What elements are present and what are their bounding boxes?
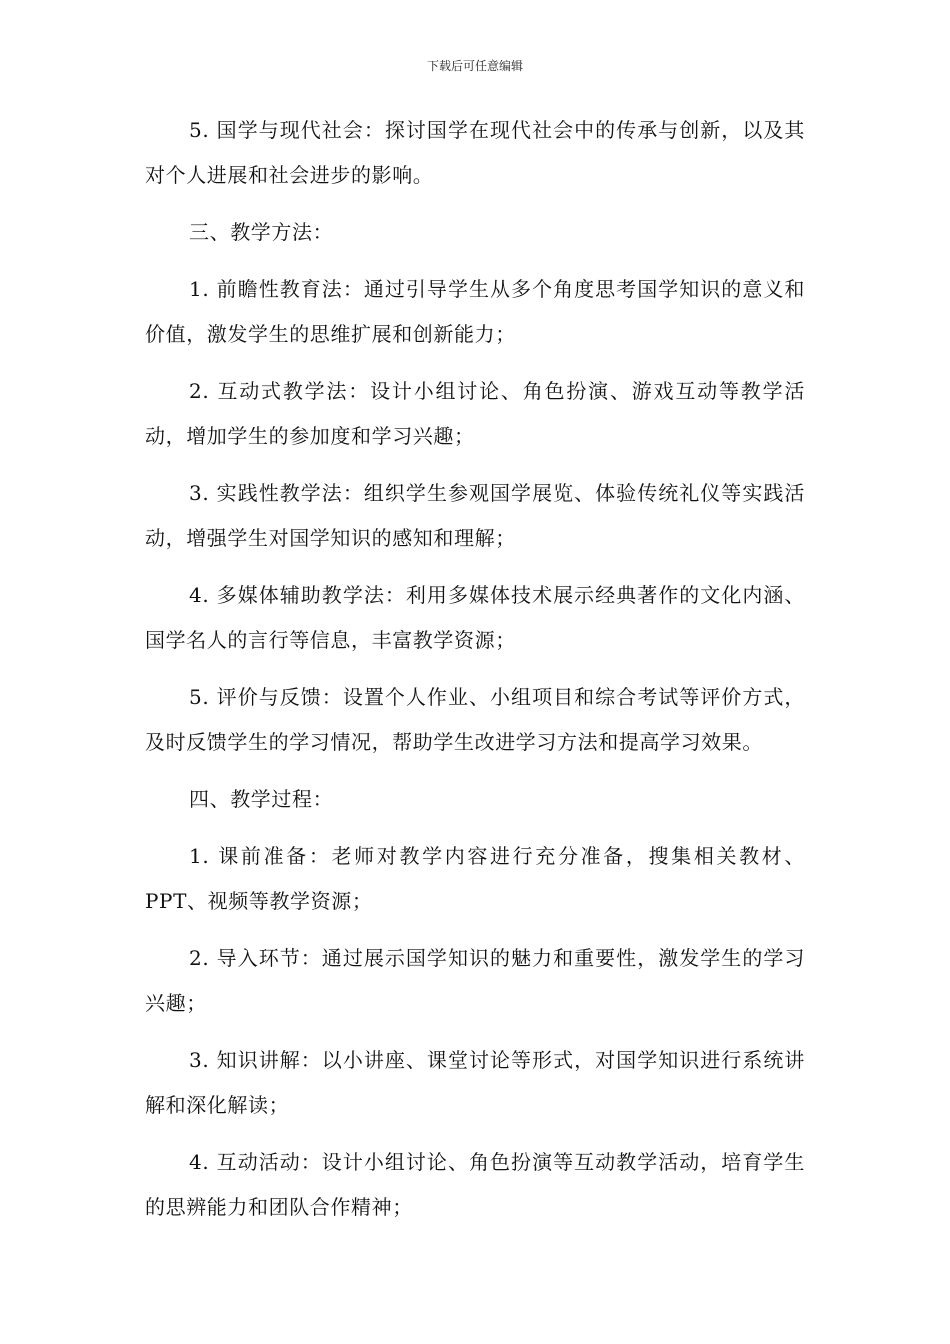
paragraph-method-2: 2. 互动式教学法：设计小组讨论、角色扮演、游戏互动等教学活动，增加学生的参加度和学习兴趣； <box>145 379 805 448</box>
section-heading-teaching-process: 四、教学过程： <box>189 787 334 811</box>
section-heading-teaching-methods: 三、教学方法： <box>189 220 334 244</box>
paragraph-method-1: 1. 前瞻性教育法：通过引导学生从多个角度思考国学知识的意义和价值，激发学生的思维扩展和创新能力； <box>145 277 805 346</box>
paragraph-process-1: 1. 课前准备：老师对教学内容进行充分准备，搜集相关教材、PPT、视频等教学资源； <box>145 844 805 913</box>
paragraph-modern-society: 5. 国学与现代社会：探讨国学在现代社会中的传承与创新，以及其对个人进展和社会进步的影响。 <box>145 118 805 187</box>
paragraph-method-5: 5. 评价与反馈：设置个人作业、小组项目和综合考试等评价方式，及时反馈学生的学习情况，帮助学生改进学习方法和提高学习效果。 <box>145 685 805 754</box>
page-header: 下载后可任意编辑 <box>426 59 523 73</box>
document-body <box>145 108 805 1242</box>
paragraph-method-4: 4. 多媒体辅助教学法：利用多媒体技术展示经典著作的文化内涵、国学名人的言行等信息，丰富教学资源； <box>145 583 805 652</box>
paragraph-process-3: 3. 知识讲解：以小讲座、课堂讨论等形式，对国学知识进行系统讲解和深化解读； <box>145 1048 805 1117</box>
paragraph-method-3: 3. 实践性教学法：组织学生参观国学展览、体验传统礼仪等实践活动，增强学生对国学知识的感知和理解； <box>145 481 805 550</box>
paragraph-process-2: 2. 导入环节：通过展示国学知识的魅力和重要性，激发学生的学习兴趣； <box>145 946 805 1015</box>
paragraph-process-4: 4. 互动活动：设计小组讨论、角色扮演等互动教学活动，培育学生的思辨能力和团队合作精神； <box>145 1150 805 1219</box>
